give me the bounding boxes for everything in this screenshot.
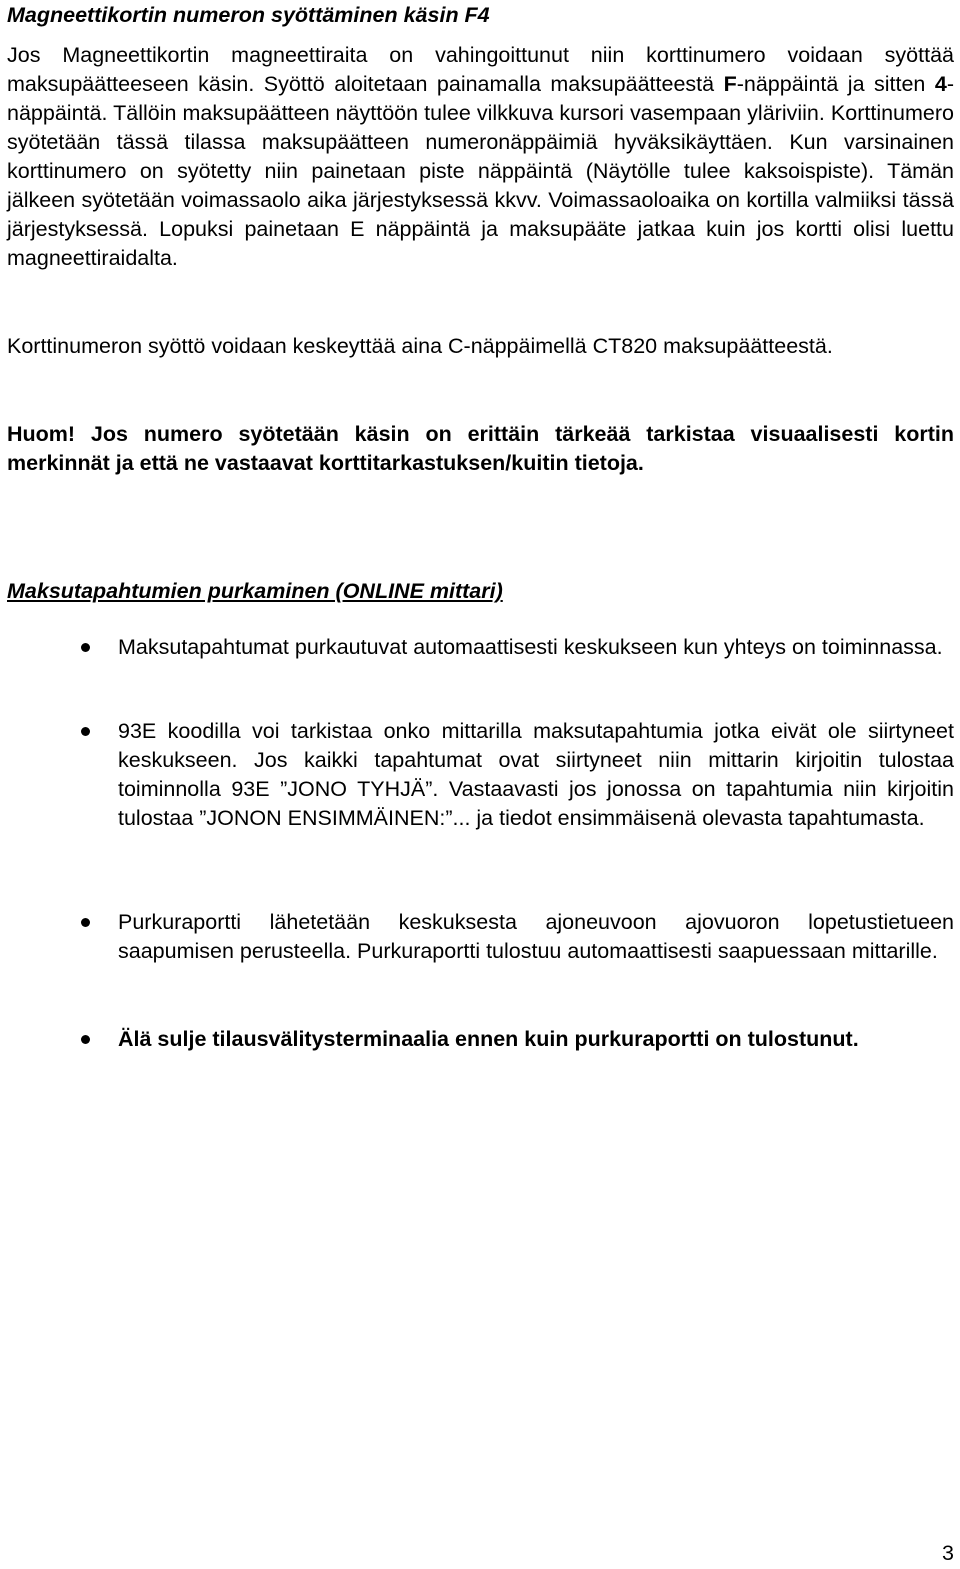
- paragraph-cancel-entry: Korttinumeron syöttö voidaan keskeyttää aina C-näppäimellä CT820 maksupäätteestä.: [7, 334, 833, 358]
- paragraph-text: Jos Magneettikortin magneettiraita on vahingoittunut niin korttinumero voidaan syöttää maksupäätteeseen käsin. Syöttö aloitetaan painamalla maksupäätteestä: [7, 43, 954, 96]
- key-label-f: F: [723, 72, 737, 96]
- list-item-text: 93E koodilla voi tarkistaa onko mittarilla maksutapahtumia jotka eivät ole siirtyneet keskukseen. Jos kaikki tapahtumat ovat siirtyneet niin mittarin kirjoitin tulostaa toiminnolla 93E ”JONO TYHJÄ”. Vastaavasti jos jonossa on tapahtumia niin kirjoitin tulostaa ”JONON ENSIMMÄINEN:”... ja tiedot ensimmäisenä olevasta tapahtumasta.: [118, 719, 954, 830]
- paragraph-text: -näppäintä ja sitten: [736, 72, 935, 96]
- page-number: 3: [942, 1541, 954, 1565]
- list-item-text: Purkuraportti lähetetään keskuksesta ajoneuvoon ajovuoron lopetustietueen saapumisen perusteella. Purkuraportti tulostuu automaattisesti saapuessaan mittarille.: [118, 910, 954, 963]
- bullet-icon: [81, 918, 90, 927]
- paragraph-manual-entry-instructions: [7, 41, 954, 273]
- paragraph-text: -näppäintä. Tällöin maksupäätteen näyttöön tulee vilkkuva kursori vasempaan yläriviin. Korttinumero syötetään tässä tilassa maksupäätteen numeronäppäimiä hyväksikäyttäen. Kun varsinainen korttinumero on syötetty niin painetaan piste näppäintä (Näytölle tulee kaksoispiste). Tämän jälkeen syötetään voimassaolo aika järjestyksessä kkvv. Voimassaoloaika on kortilla valmiiksi tässä järjestyksessä. Lopuksi painetaan E näppäintä ja maksupääte jatkaa kuin jos kortti olisi luettu magneettiraidalta.: [7, 72, 954, 270]
- bullet-icon: [81, 1035, 90, 1044]
- section-heading-online-transactions: Maksutapahtumien purkaminen (ONLINE mittari): [7, 579, 503, 603]
- bullet-icon: [81, 643, 90, 652]
- paragraph-warning: Huom! Jos numero syötetään käsin on erittäin tärkeää tarkistaa visuaalisesti kortin merkinnät ja että ne vastaavat korttitarkastuksen/kuitin tietoja.: [7, 422, 954, 475]
- section-heading-manual-card-entry: Magneettikortin numeron syöttäminen käsin F4: [7, 3, 490, 27]
- key-label-4: 4: [934, 72, 947, 96]
- list-item-text: Maksutapahtumat purkautuvat automaattisesti keskukseen kun yhteys on toiminnassa.: [118, 635, 943, 659]
- list-item-text: Älä sulje tilausvälitysterminaalia ennen kuin purkuraportti on tulostunut.: [118, 1027, 859, 1051]
- bullet-icon: [81, 727, 90, 736]
